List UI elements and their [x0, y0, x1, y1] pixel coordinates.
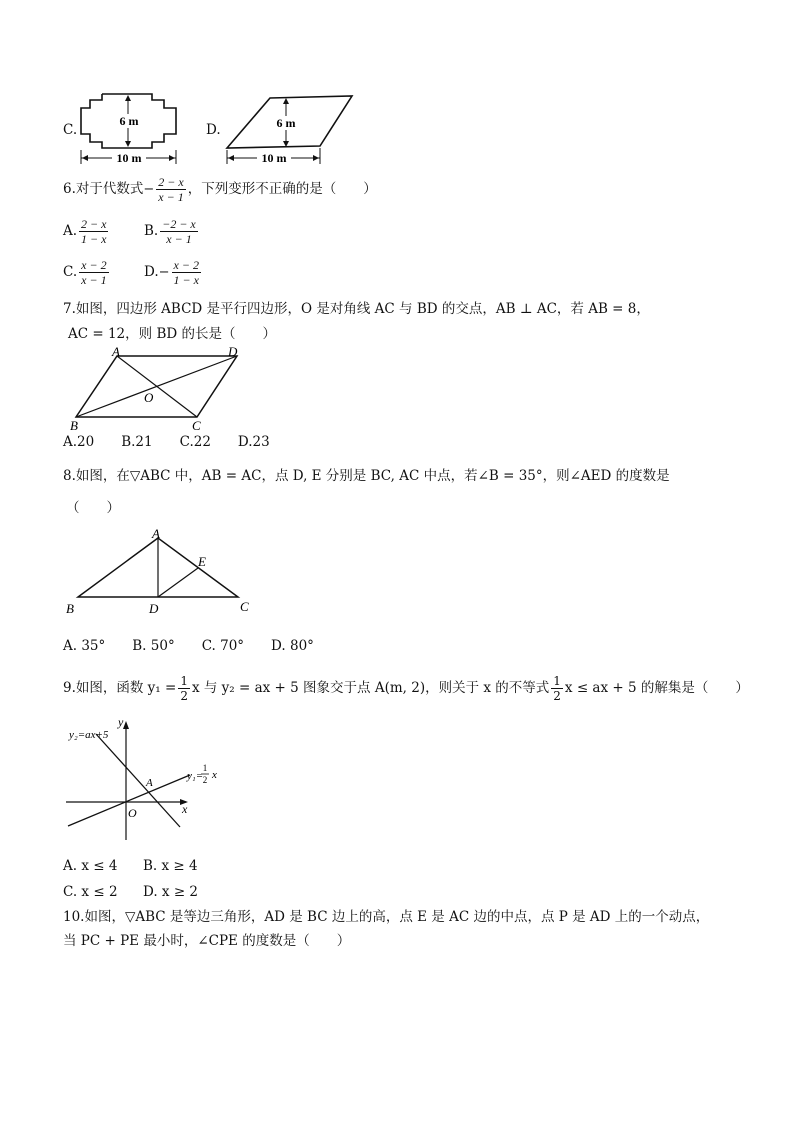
q7-stem-line2: AC = 12，则 BD 的长是（ ） — [68, 326, 276, 342]
q5-figure-c — [78, 88, 188, 168]
q7-label-b: B — [70, 418, 78, 432]
q5-option-c-label: C. — [63, 122, 78, 138]
q7-options: A.20 B.21 C.22 D.23 — [63, 434, 270, 450]
q9-label-y1: y₁= — [187, 770, 204, 782]
q8-label-d: D — [149, 601, 159, 616]
q9-label-half-num: 1 — [202, 763, 208, 773]
q6-stem-prefix: 6.对于代数式 — [63, 181, 144, 197]
q9-label-y-axis: y — [118, 715, 124, 729]
q7-label-d: D — [228, 344, 238, 359]
q9-option-a: A. x ≤ 4 — [63, 858, 118, 874]
q9-option-c: C. x ≤ 2 — [63, 884, 118, 900]
q9-stem — [63, 674, 749, 703]
q7-label-c: C — [192, 418, 201, 432]
q8-label-a: A — [152, 526, 160, 541]
q9-label-o: O — [128, 806, 137, 820]
q9-option-d: D. x ≥ 2 — [143, 884, 199, 900]
q10-stem-line1: 10.如图，▽ABC 是等边三角形，AD 是 BC 边上的高，点 E 是 AC 边的中点，点 P 是 AD 上的一个动点， — [63, 909, 710, 925]
q6-stem-fraction: $\frac{2 - x}{x - 1}$ — [158, 175, 184, 204]
q8-label-b: B — [66, 601, 74, 616]
q9-stem-part2: x 与 y₂ = ax + 5 图象交于点 A(m, 2)，则关于 x 的不等式 — [191, 680, 550, 696]
q9-option-b: B. x ≥ 4 — [143, 858, 198, 874]
q5-c-height-label: 6 m — [119, 114, 139, 128]
q8-label-c: C — [240, 599, 249, 614]
q6-option-d: D.− $\frac{x - 2}{1 - x}$ — [144, 258, 199, 287]
q9-stem-fraction-1: $\frac{1}{2}$ — [180, 674, 188, 703]
q7-stem-line1: 7.如图，四边形 ABCD 是平行四边形，O 是对角线 AC 与 BD 的交点，AB ⊥ AC，若 AB = 8， — [63, 301, 650, 317]
q8-label-e: E — [198, 554, 206, 569]
q6-stem-suffix: ，下列变形不正确的是（ ） — [187, 181, 377, 197]
q7-label-a: A — [112, 344, 120, 359]
q5-c-width-label: 10 m — [116, 151, 142, 165]
q9-label-y1-x: x — [212, 769, 217, 781]
q7-figure-parallelogram — [62, 344, 252, 432]
q10-stem-line2: 当 PC + PE 最小时，∠CPE 的度数是（ ） — [63, 933, 351, 949]
q9-label-a: A — [146, 777, 153, 789]
q8-stem-line2: （ ） — [66, 500, 120, 516]
q9-stem-part3: x ≤ ax + 5 的解集是（ ） — [564, 680, 749, 696]
q5-d-width-label: 10 m — [261, 151, 287, 165]
q6-option-b: B. $\frac{-2 - x}{x - 1}$ — [144, 217, 196, 246]
q9-stem-fraction-2: $\frac{1}{2}$ — [553, 674, 561, 703]
q5-d-height-label: 6 m — [276, 116, 296, 130]
q9-label-half-den: 2 — [202, 775, 208, 785]
q9-label-x-axis: x — [182, 802, 188, 816]
q6-stem: 6.对于代数式− $\frac{2 - x}{x - 1}$ ，下列变形不正确的是（ ） — [63, 175, 377, 204]
q8-figure-triangle — [62, 524, 262, 620]
q5-option-d-label: D. — [206, 122, 221, 138]
q7-label-o: O — [144, 390, 154, 405]
q8-stem-line1: 8.如图，在▽ABC 中，AB = AC，点 D, E 分别是 BC, AC 中点，若∠B = 35°，则∠AED 的度数是 — [63, 468, 670, 484]
q9-stem-part1: 9.如图，函数 y₁ = — [63, 680, 177, 696]
q9-label-y2: y₂=ax+5 — [69, 729, 109, 741]
q6-option-c: C. $\frac{x - 2}{x - 1}$ — [63, 258, 107, 287]
q6-option-a: A. $\frac{2 - x}{1 - x}$ — [63, 217, 107, 246]
q9-figure-graph — [62, 714, 237, 846]
q8-options: A. 35° B. 50° C. 70° D. 80° — [63, 638, 314, 654]
q5-figure-d — [224, 88, 356, 168]
